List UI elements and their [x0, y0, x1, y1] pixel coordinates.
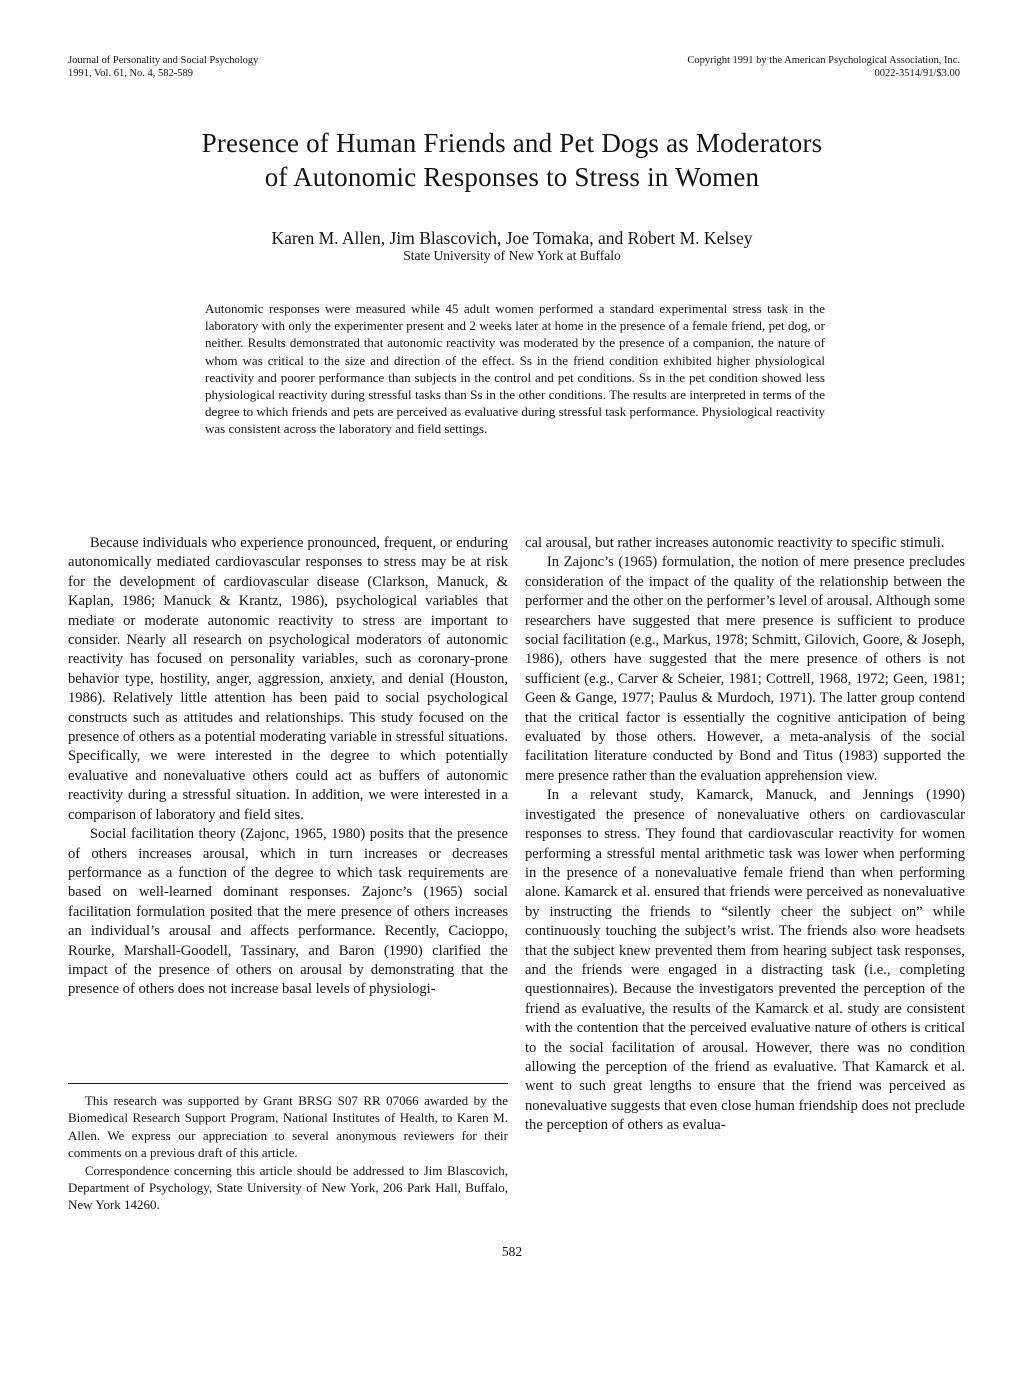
footnote-separator — [68, 1083, 508, 1084]
page-title: Presence of Human Friends and Pet Dogs as Moderators — [201, 128, 823, 158]
paragraph: Social facilitation theory (Zajonc, 1965, 1980) posits that the presence of others increases arousal, which in turn increases or decreases performance as a function of the degree to which task requirements are based on well-learned dominant responses. Zajonc’s (1965) social facilitation formulation posited that the mere presence of others increases an individual’s arousal and affects performance. Recently, Cacioppo, Rourke, Marshall-Goodell, Tassinary, and Baron (1990) clarified the impact of the presence of others on arousal by demonstrating that the presence of others does not increase basal levels of physiologi- — [68, 826, 508, 998]
affiliation-line: State University of New York at Buffalo — [403, 248, 621, 263]
journal-issue-line: 1991, Vol. 61, No. 4, 582-589 — [68, 67, 194, 79]
body-column-left — [68, 534, 508, 1136]
article-body — [68, 534, 965, 1136]
body-column-right — [525, 534, 965, 1136]
paragraph: In a relevant study, Kamarck, Manuck, and Jennings (1990) investigated the presence of nonevaluative others on cardiovascular responses to stress. They found that cardiovascular reactivity for women performing a stressful mental arithmetic task was lower when performing in the presence of a nonevaluative female friend than when performing alone. Kamarck et al. ensured that friends were perceived as nonevaluative by instructing the friends to “silently cheer the subject on” while continuously touching the subject’s wrist. The friends also wore headsets that the subject knew prevented them from hearing subject task responses, and the friends were engaged in a distracting task (i.e., completing questionnaires). Because the investigators prevented the perception of the friend as evaluative, the results of the Kamarck et al. study are consistent with the contention that the perceived evaluative nature of others is critical to the social facilitation of arousal. However, there was no condition allowing the perception of the friend as evaluative. That Kamarck et al. went to such great lengths to ensure that the friend was perceived as nonevaluative suggests that even close human friendship does not preclude the perception of others as evalua- — [525, 787, 965, 1134]
footnote-correspondence: Correspondence concerning this article should be addressed to Jim Blascovich, Department of Psychology, State University of New York, 206 Park Hall, Buffalo, New York 14260. — [68, 1162, 508, 1213]
paragraph: Because individuals who experience pronounced, frequent, or enduring autonomically mediated cardiovascular responses to stress may be at risk for the development of cardiovascular disease (Clarkson, Manuck, & Kaplan, 1986; Manuck & Krantz, 1986), psychological variables that mediate or moderate autonomic reactivity to stress are important to consider. Nearly all research on psychological moderators of autonomic reactivity has focused on personality variables, such as coronary-prone behavior type, hostility, anger, aggression, anxiety, and denial (Houston, 1986). Relatively little attention has been paid to social psychological constructs such as attitudes and relationships. This study focused on the presence of others as a potential moderating variable in stressful situations. Specifically, we were interested in the degree to which potentially evaluative and nonevaluative others could act as buffers of autonomic reactivity during a stressful situation. In addition, we were interested in a comparison of laboratory and field sites. — [68, 535, 508, 823]
footnote-block — [68, 1083, 508, 1214]
page-number: 582 — [501, 1244, 523, 1259]
journal-info — [68, 55, 258, 80]
page-title-line2: of Autonomic Responses to Stress in Women — [264, 162, 760, 192]
copyright-line: Copyright 1991 by the American Psychological Association, Inc. — [687, 55, 960, 66]
paragraph: cal arousal, but rather increases autonomic reactivity to specific stimuli. — [525, 535, 945, 551]
copyright-info — [687, 55, 960, 80]
journal-name: Journal of Personality and Social Psychology — [68, 55, 259, 66]
title-block — [0, 126, 1024, 264]
issn-price-line: 0022-3514/91/$3.00 — [874, 67, 960, 79]
abstract-text: Autonomic responses were measured while 45 adult women performed a standard experimental stress task in the laboratory with only the experimenter present and 2 weeks later at home in the presence of a female friend, pet dog, or neither. Results demonstrated that autonomic reactivity was moderated by the presence of a companion, the nature of whom was critical to the size and direction of the effect. Ss in the friend condition exhibited higher physiological reactivity and poorer performance than subjects in the control and pet conditions. Ss in the pet condition showed less physiological reactivity during stressful tasks than Ss in the other conditions. The results are interpreted in terms of the degree to which friends and pets are perceived as evaluative during stressful task performance. Physiological reactivity was consistent across the laboratory and field settings. — [205, 301, 825, 437]
authors-line: Karen M. Allen, Jim Blascovich, Joe Tomaka, and Robert M. Kelsey — [271, 228, 753, 248]
masthead — [68, 55, 960, 80]
paragraph: In Zajonc’s (1965) formulation, the notion of mere presence precludes consideration of the impact of the quality of the relationship between the performer and the other on the performer’s level of arousal. Although some researchers have suggested that mere presence is sufficient to produce social facilitation (e.g., Markus, 1978; Schmitt, Gilovich, Goore, & Joseph, 1986), others have suggested that the mere presence of others is not sufficient (e.g., Carver & Scheier, 1981; Cottrell, 1968, 1972; Geen, 1981; Geen & Gange, 1977; Paulus & Murdoch, 1971). The latter group contend that the critical factor is essentially the cognitive anticipation of being evaluated by those others. However, a meta-analysis of the social facilitation literature conducted by Bond and Titus (1983) supported the mere presence rather than the evaluation apprehension view. — [525, 554, 965, 784]
footnote-acknowledgment: This research was supported by Grant BRSG S07 RR 07066 awarded by the Biomedical Research Support Program, National Institutes of Health, to Karen M. Allen. We express our appreciation to several anonymous reviewers for their comments on a previous draft of this article. — [68, 1093, 508, 1161]
